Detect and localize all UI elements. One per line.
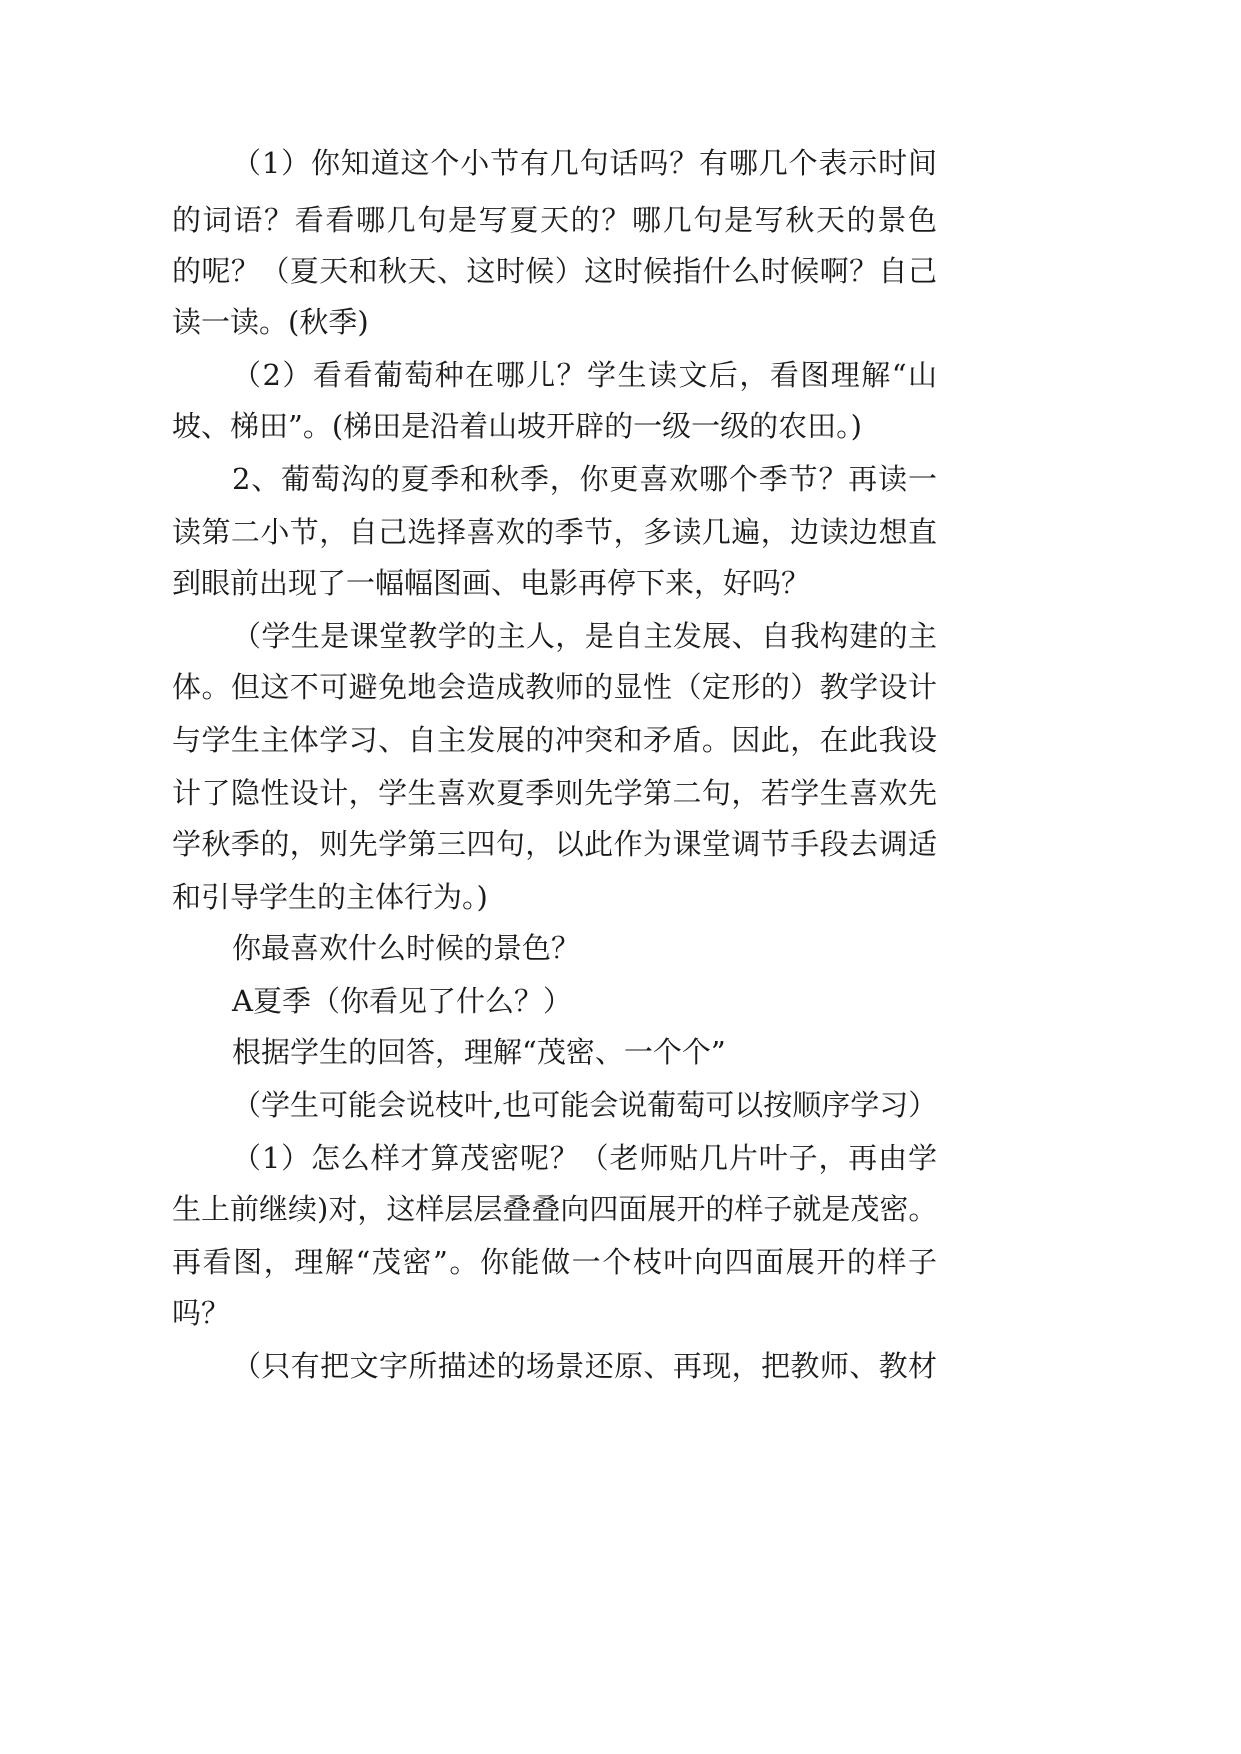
text-line-13: 计了隐性设计，学生喜欢夏季则先学第二句，若学生喜欢先 [172,776,937,810]
text-line-18: 根据学生的回答，理解“茂密、一个个” [232,1035,726,1069]
text-line-24: （只有把文字所描述的场景还原、再现，把教师、教材 [232,1349,937,1383]
text-line-14: 学秋季的，则先学第三四句，以此作为课堂调节手段去调适 [172,827,937,861]
text-line-1: （1）你知道这个小节有几句话吗？有哪几个表示时间 [232,146,937,180]
text-line-6: 坡、梯田”。(梯田是沿着山坡开辟的一级一级的农田。) [172,409,862,443]
text-line-3: 的呢？（夏天和秋天、这时候）这时候指什么时候啊？自己 [172,254,937,288]
text-line-21: 生上前继续)对，这样层层叠叠向四面展开的样子就是茂密。 [172,1192,938,1226]
text-line-9: 到眼前出现了一幅幅图画、电影再停下来，好吗？ [172,566,811,600]
text-line-23: 吗？ [172,1296,231,1330]
text-line-22: 再看图，理解“茂密”。你能做一个枝叶向四面展开的样子 [172,1245,937,1279]
text-line-7: 2、葡萄沟的夏季和秋季，你更喜欢哪个季节？再读一 [232,462,937,496]
text-line-20: （1）怎么样才算茂密呢？（老师贴几片叶子，再由学 [232,1141,937,1175]
text-line-12: 与学生主体学习、自主发展的冲突和矛盾。因此，在此我设 [172,723,937,757]
text-line-2: 的词语？看看哪几句是写夏天的？哪几句是写秋天的景色 [172,203,937,237]
text-line-10: （学生是课堂教学的主人，是自主发展、自我构建的主 [232,619,937,653]
text-line-8: 读第二小节，自己选择喜欢的季节，多读几遍，边读边想直 [172,515,937,549]
text-line-5: （2）看看葡萄种在哪儿？学生读文后，看图理解“山 [232,358,937,392]
text-line-16: 你最喜欢什么时候的景色？ [232,931,581,965]
text-line-4: 读一读。(秋季) [172,305,369,339]
text-line-19: （学生可能会说枝叶,也可能会说葡萄可以按顺序学习） [232,1088,938,1122]
text-line-17: A夏季（你看见了什么？） [232,984,572,1018]
text-line-15: 和引导学生的主体行为。) [172,880,488,914]
text-line-11: 体。但这不可避免地会造成教师的显性（定形的）教学设计 [172,670,937,704]
